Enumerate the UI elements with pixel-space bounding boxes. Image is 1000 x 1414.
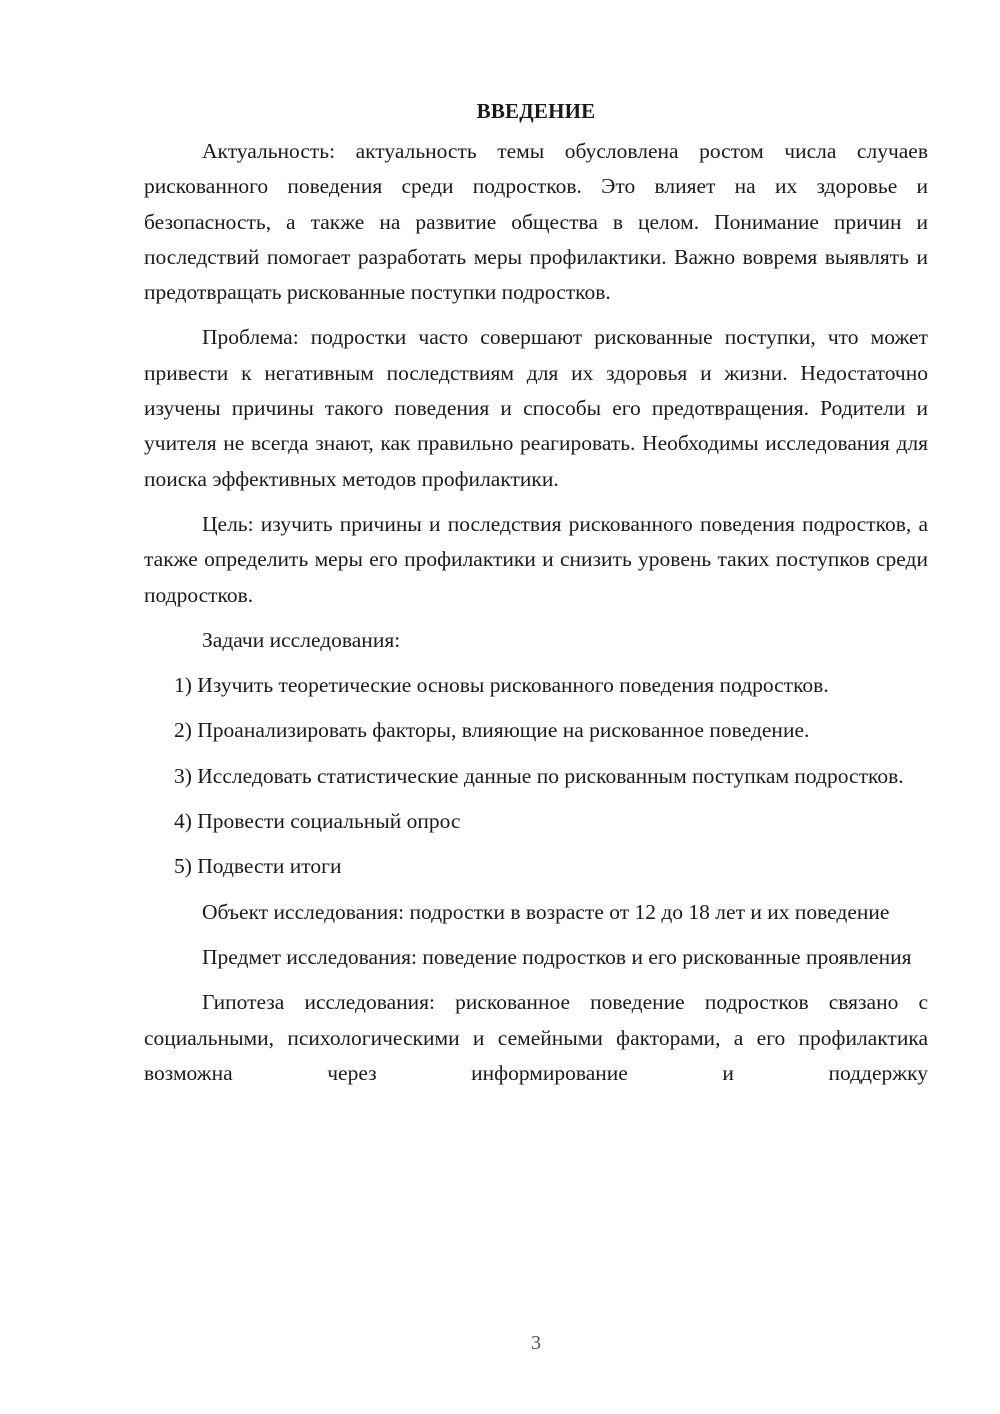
document-page xyxy=(144,90,928,1091)
section-heading: ВВЕДЕНИЕ xyxy=(476,99,596,123)
page-number: 3 xyxy=(531,1332,541,1354)
paragraph-relevance: Актуальность: актуальность темы обусловлена ростом числа случаев рискованного поведения среди подростков. Это влияет на их здоровье и безопасность, а также на развитие общества в целом. Понимание причин и последствий помогает разработать меры профилактики. Важно вовремя выявлять и предотвращать рискованные поступки подростков. xyxy=(144,139,928,305)
paragraph-problem: Проблема: подростки часто совершают рискованные поступки, что может привести к негативным последствиям для их здоровья и жизни. Недостаточно изучены причины такого поведения и способы его предотвращения. Родители и учителя не всегда знают, как правильно реагировать. Необходимы исследования для поиска эффективных методов профилактики. xyxy=(144,325,928,491)
task-item: 2) Проанализировать факторы, влияющие на рискованное поведение. xyxy=(174,718,810,743)
paragraph-object: Объект исследования: подростки в возрасте от 12 до 18 лет и их поведение xyxy=(202,899,890,924)
task-item: 1) Изучить теоретические основы рискованного поведения подростков. xyxy=(174,673,829,698)
paragraph-subject: Предмет исследования: поведение подростков и его рискованные проявления xyxy=(202,944,912,969)
paragraph-hypothesis: Гипотеза исследования: рискованное поведение подростков связано с социальными, психологическими и семейными факторами, а его профилактика возможна через информирование и поддержку xyxy=(144,990,928,1085)
task-item: 5) Подвести итоги xyxy=(174,854,342,879)
paragraph-goal: Цель: изучить причины и последствия рискованного поведения подростков, а также определить меры его профилактики и снизить уровень таких поступков среди подростков. xyxy=(144,511,928,607)
task-item: 4) Провести социальный опрос xyxy=(174,809,461,834)
paragraph-tasks-title: Задачи исследования: xyxy=(202,627,401,652)
task-item: 3) Исследовать статистические данные по рискованным поступкам подростков. xyxy=(174,763,904,788)
